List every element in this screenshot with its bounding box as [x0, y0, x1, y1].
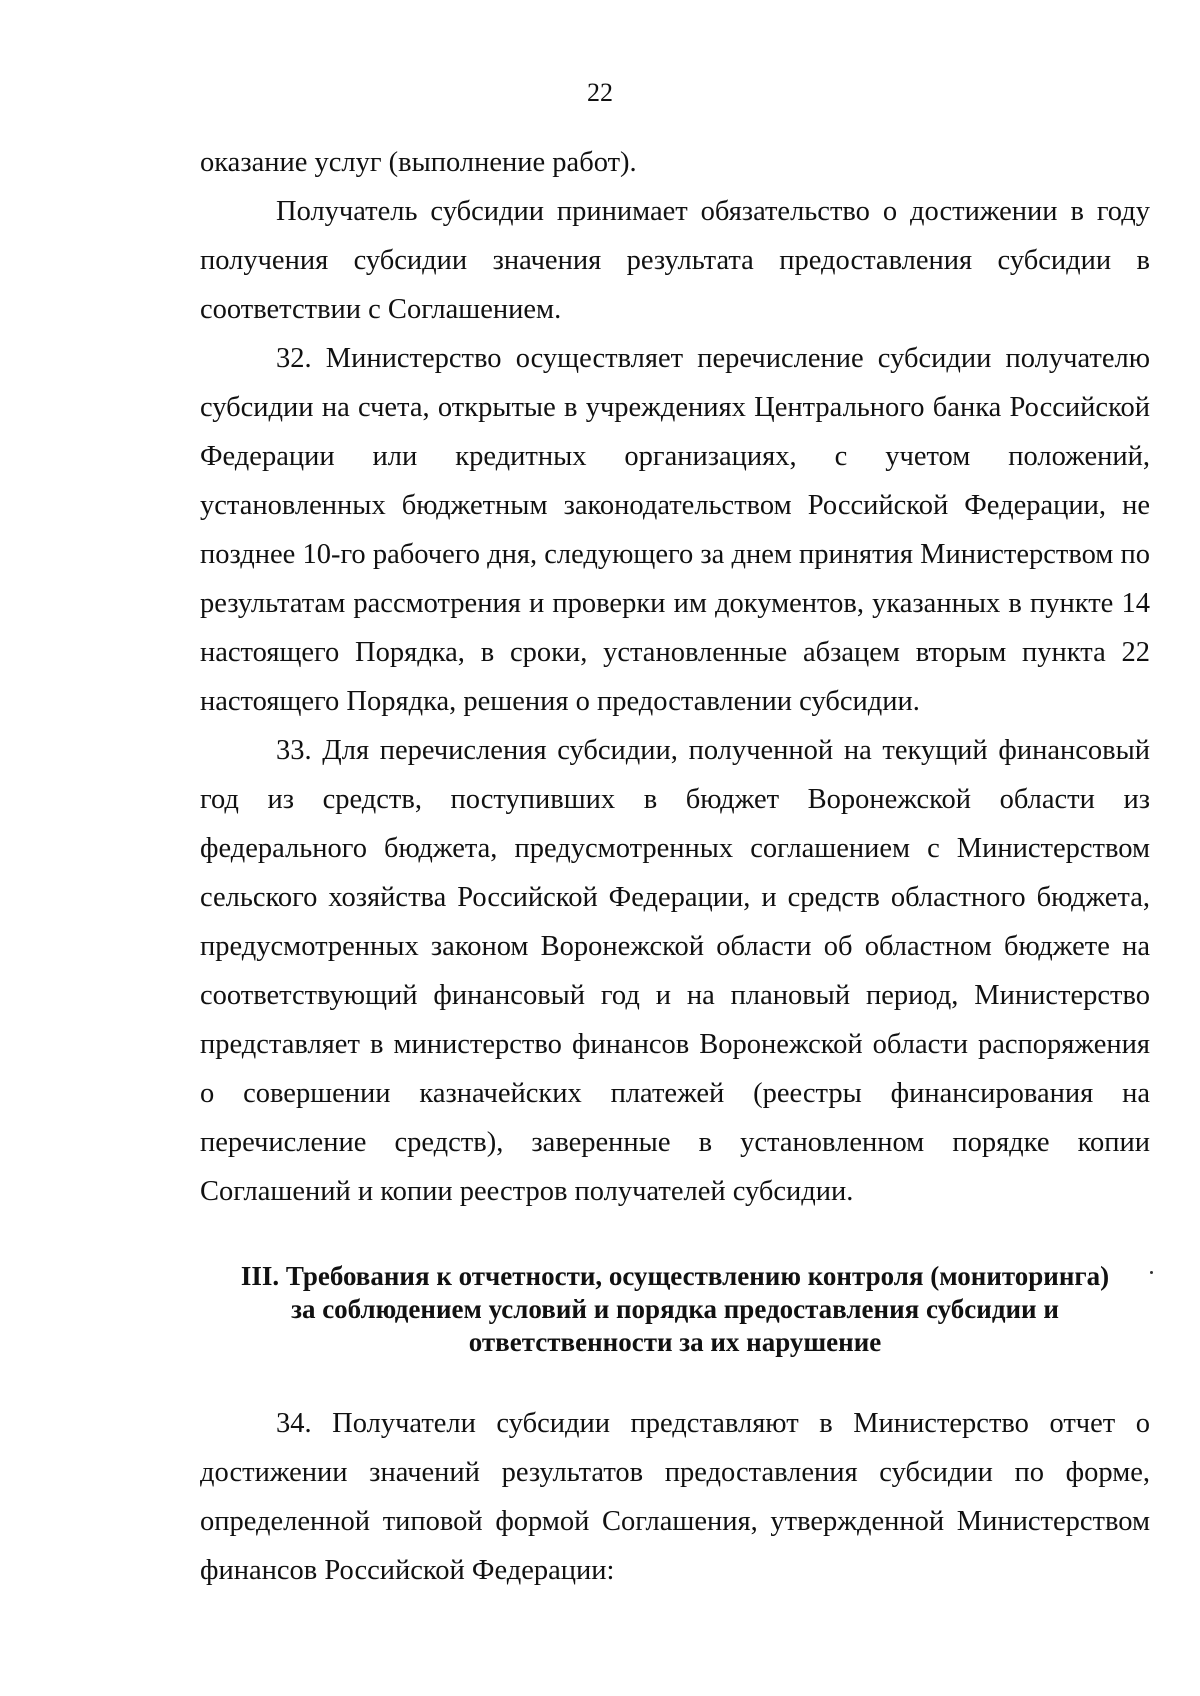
paragraph-34: 34. Получатели субсидии представляют в Министерство отчет о достижении значений результатов предоставления субсидии по форме, определенной типовой формой Соглашения, утвержденной Министерством финансов Российской Федерации:	[200, 1408, 1150, 1586]
document-body	[200, 138, 1150, 1595]
paragraph-32: 32. Министерство осуществляет перечисление субсидии получателю субсидии на счета, открытые в учреждениях Центрального банка Российской Федерации или кредитных организациях, с учетом положений, установленных бюджетным законодательством Российской Федерации, не позднее 10-го рабочего дня, следующего за днем принятия Министерством по результатам рассмотрения и проверки им документов, указанных в пункте 14 настоящего Порядка, в сроки, установленные абзацем вторым пункта 22 настоящего Порядка, решения о предоставлении субсидии.	[200, 343, 1150, 717]
paragraph-continuation: оказание услуг (выполнение работ).	[200, 147, 637, 178]
paragraph-33: 33. Для перечисления субсидии, полученной на текущий финансовый год из средств, поступивших в бюджет Воронежской области из федерального бюджета, предусмотренных соглашением с Министерством сельского хозяйства Российской Федерации, и средств областного бюджета, предусмотренных законом Воронежской области об областном бюджете на соответствующий финансовый год и на плановый период, Министерство представляет в министерство финансов Воронежской области распоряжения о совершении казначейских платежей (реестры финансирования на перечисление средств), заверенные в установленном порядке копии Соглашений и копии реестров получателей субсидии.	[200, 735, 1150, 1207]
scan-speck	[1150, 1271, 1153, 1274]
section-heading: III. Требования к отчетности, осуществлению контроля (мониторинга) за соблюдением условий и порядка предоставления субсидии и ответственности за их нарушение	[240, 1261, 1110, 1357]
paragraph-obligation: Получатель субсидии принимает обязательство о достижении в году получения субсидии значения результата предоставления субсидии в соответствии с Соглашением.	[200, 196, 1150, 325]
page-number: 22	[587, 78, 613, 107]
